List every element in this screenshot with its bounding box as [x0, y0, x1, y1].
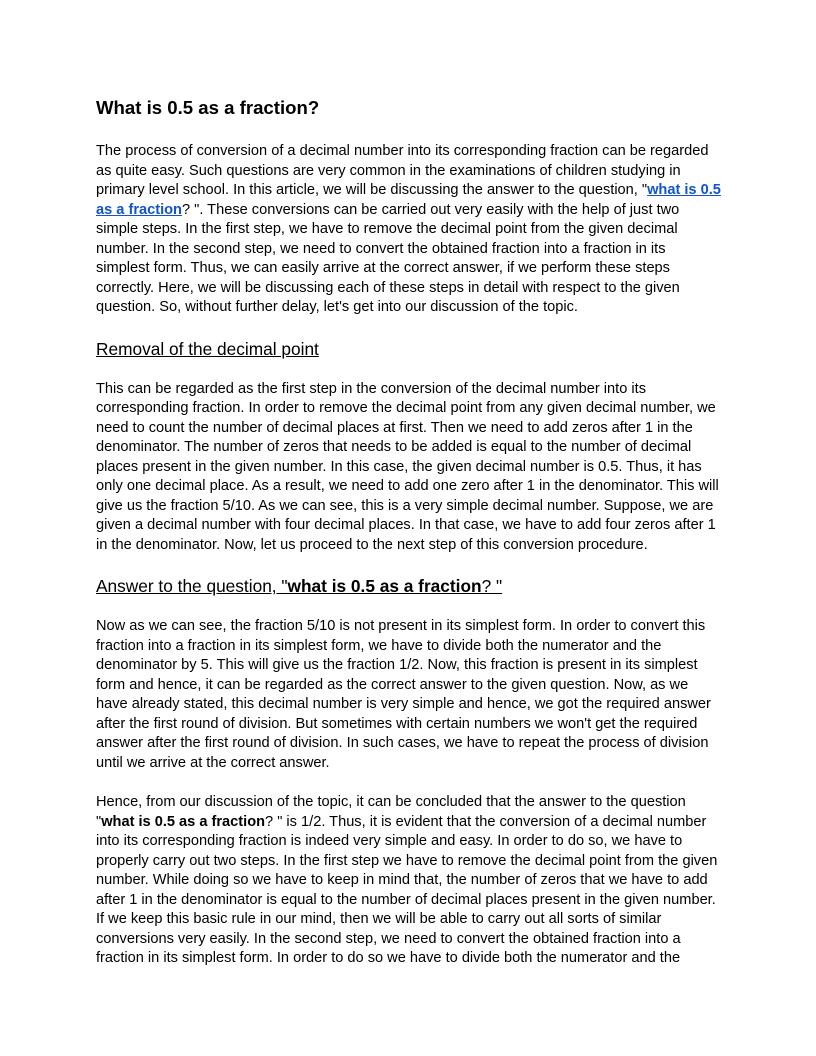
spacer: [96, 555, 722, 575]
section-heading-answer: [96, 575, 722, 597]
page-title: What is 0.5 as a fraction?: [96, 97, 320, 118]
section-removal-paragraph: This can be regarded as the first step in the conversion of the decimal number into its corresponding fraction. In order to remove the decimal point from any given decimal number, we need to count the number of decimal places at first. Then we need to add zeros after 1 in the denominator. The number of zeros that needs to be added is equal to the number of decimal places present in the given number. In this case, the given decimal number is 0.5. Thus, it has only one decimal place. As a result, we need to add one zero after 1 in the denominator. This will give us the fraction 5/10. As we can see, this is a very simple decimal number. Suppose, we are given a decimal number with four decimal places. In that case, we have to add four zeros after 1 in the denominator. Now, let us proceed to the next step of this conversion procedure.: [96, 380, 719, 553]
answer-heading-bold: what is 0.5 as a fraction: [287, 576, 482, 596]
intro-text-after-link: ? ". These conversions can be carried out very easily with the help of just two simple steps. In the first step, we have to remove the decimal point from the given decimal number. In the second step, we need to convert the obtained fraction into a fraction in its simplest form. Thus, we can easily arrive at the correct answer, if we perform these steps correctly. Here, we will be discussing each of these steps in detail with respect to the given question. So, without further delay, let's get into our discussion of the topic.: [96, 201, 680, 315]
intro-paragraph: [96, 142, 722, 318]
spacer: [96, 318, 722, 338]
answer-heading-prefix: Answer to the question, ": [96, 576, 288, 596]
conclusion-text-after: ? " is 1/2. Thus, it is evident that the conversion of a decimal number into its corresponding fraction is indeed very simple and easy. In order to do so, we have to properly carry out two steps. In the first step we have to remove the decimal point from the given number. While doing so we have to keep in mind that, the number of zeros that we have to add after 1 in the denominator is equal to the number of decimal places present in the given number. If we keep this basic rule in our mind, then we will be able to carry out all sorts of similar conversions very easily. In the second step, we need to convert the obtained fraction into a fraction in its simplest form. In order to do so we have to divide both the numerator and the: [96, 813, 718, 966]
what-is-fraction-link[interactable]: what is 0.5 as a fraction: [96, 182, 721, 218]
intro-text-before-link: The process of conversion of a decimal number into its corresponding fraction can be regarded as quite easy. Such questions are very common in the examinations of children studying in primary level school. In this article, we will be discussing the answer to the question, ": [96, 143, 709, 198]
section-answer-paragraph: Now as we can see, the fraction 5/10 is not present in its simplest form. In order to convert this fraction into a fraction in its simplest form, we have to divide both the numerator and the denominator by 5. This will give us the fraction 1/2. Now, this fraction is present in its simplest form and hence, it can be regarded as the correct answer to the given question. Now, as we have already stated, this decimal number is very simple and hence, we got the required answer after the first round of division. But sometimes with certain numbers we won't get the required answer after the first round of division. In such cases, we have to repeat the process of division until we arrive at the correct answer.: [96, 618, 711, 771]
section-heading-removal: Removal of the decimal point: [96, 338, 319, 359]
spacer: [96, 773, 722, 793]
conclusion-text-before: Hence, from our discussion of the topic, it can be concluded that the answer to the question ": [96, 794, 686, 830]
conclusion-bold-question: what is 0.5 as a fraction: [101, 813, 266, 830]
answer-heading-suffix: ? ": [481, 576, 503, 596]
document-page: [96, 96, 722, 969]
conclusion-paragraph: [96, 793, 722, 969]
